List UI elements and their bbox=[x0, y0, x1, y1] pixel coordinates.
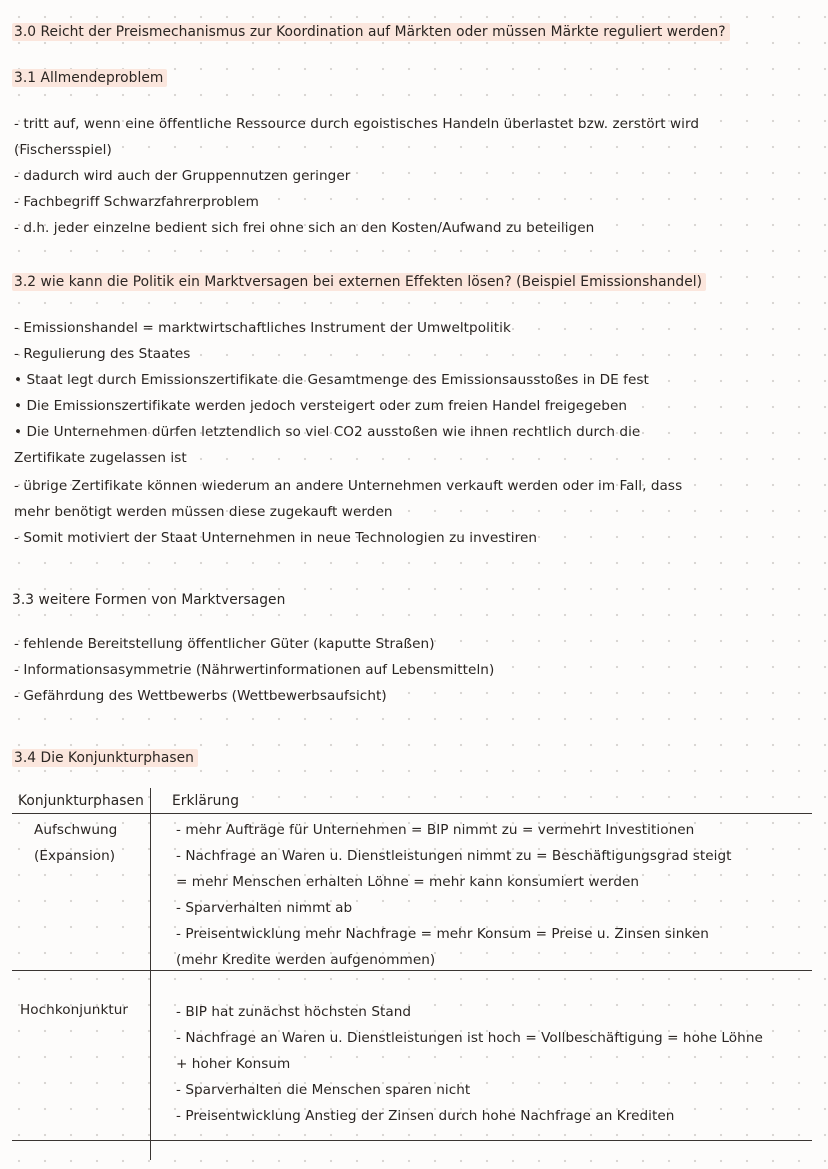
s31-line-5: - d.h. jeder einzelne bedient sich frei ohne sich an den Kosten/Aufwand zu beteiligen bbox=[14, 220, 595, 236]
s32-line-3: • Staat legt durch Emissionszertifikate die Gesamtmenge des Emissionsausstoßes in DE fest bbox=[14, 372, 649, 388]
s32-line-2: - Regulierung des Staates bbox=[14, 346, 191, 362]
aufschwung-line-1: - mehr Aufträge für Unternehmen = BIP nimmt zu = vermehrt Investitionen bbox=[176, 822, 695, 838]
heading-3-0 bbox=[12, 24, 730, 40]
s31-line-2: (Fischersspiel) bbox=[14, 142, 112, 158]
aufschwung-line-3: = mehr Menschen erhalten Löhne = mehr kann konsumiert werden bbox=[176, 874, 640, 890]
s33-line-3: - Gefährdung des Wettbewerbs (Wettbewerbsaufsicht) bbox=[14, 688, 387, 704]
table-header-phase: Konjunkturphasen bbox=[18, 793, 144, 809]
table-bottom-divider bbox=[12, 1140, 812, 1141]
hochkonjunktur-line-5: - Preisentwicklung Anstieg der Zinsen durch hohe Nachfrage an Krediten bbox=[176, 1108, 675, 1124]
heading-3-1 bbox=[12, 70, 167, 86]
heading-3-3-text: 3.3 weitere Formen von Marktversagen bbox=[12, 592, 286, 608]
hochkonjunktur-line-3: + hoher Konsum bbox=[176, 1056, 291, 1072]
phase-aufschwung: Aufschwung bbox=[34, 822, 118, 838]
s32-line-8: mehr benötigt werden müssen diese zugekauft werden bbox=[14, 504, 393, 520]
s31-line-4: - Fachbegriff Schwarzfahrerproblem bbox=[14, 194, 259, 210]
s31-line-1: - tritt auf, wenn eine öffentliche Ressource durch egoistisches Handeln überlastet bzw. zerstört wird bbox=[14, 116, 700, 132]
table-header-divider bbox=[12, 813, 812, 814]
phase-hochkonjunktur: Hochkonjunktur bbox=[20, 1002, 129, 1018]
s32-line-5: • Die Unternehmen dürfen letztendlich so viel CO2 ausstoßen wie ihnen rechtlich durch die bbox=[14, 424, 641, 440]
heading-3-2-text: 3.2 wie kann die Politik ein Marktversagen bei externen Effekten lösen? (Beispiel Emissionshandel) bbox=[12, 273, 706, 291]
heading-3-0-text: 3.0 Reicht der Preismechanismus zur Koordination auf Märkten oder müssen Märkte reguliert werden? bbox=[12, 23, 730, 41]
s33-line-2: - Informationsasymmetrie (Nährwertinformationen auf Lebensmitteln) bbox=[14, 662, 495, 678]
heading-3-2 bbox=[12, 274, 706, 290]
hochkonjunktur-line-1: - BIP hat zunächst höchsten Stand bbox=[176, 1004, 412, 1020]
heading-3-4 bbox=[12, 750, 198, 766]
aufschwung-line-4: - Sparverhalten nimmt ab bbox=[176, 900, 353, 916]
table-row-divider bbox=[12, 970, 812, 971]
s32-line-9: - Somit motiviert der Staat Unternehmen in neue Technologien zu investiren bbox=[14, 530, 538, 546]
s32-line-7: - übrige Zertifikate können wiederum an andere Unternehmen verkauft werden oder im Fall, dass bbox=[14, 478, 683, 494]
table-column-divider bbox=[150, 788, 151, 1160]
aufschwung-line-5: - Preisentwicklung mehr Nachfrage = mehr Konsum = Preise u. Zinsen sinken bbox=[176, 926, 709, 942]
s32-line-1: - Emissionshandel = marktwirtschaftliches Instrument der Umweltpolitik bbox=[14, 320, 511, 336]
s31-line-3: - dadurch wird auch der Gruppennutzen geringer bbox=[14, 168, 351, 184]
table-header-explanation: Erklärung bbox=[172, 793, 240, 809]
aufschwung-line-2: - Nachfrage an Waren u. Dienstleistungen nimmt zu = Beschäftigungsgrad steigt bbox=[176, 848, 732, 864]
s33-line-1: - fehlende Bereitstellung öffentlicher Güter (kaputte Straßen) bbox=[14, 636, 435, 652]
s32-line-6: Zertifikate zugelassen ist bbox=[14, 450, 187, 466]
hochkonjunktur-line-2: - Nachfrage an Waren u. Dienstleistungen ist hoch = Vollbeschäftigung = hohe Löhne bbox=[176, 1030, 763, 1046]
heading-3-3 bbox=[12, 592, 285, 608]
phase-aufschwung-sub: (Expansion) bbox=[34, 848, 116, 864]
s32-line-4: • Die Emissionszertifikate werden jedoch versteigert oder zum freien Handel freigegeben bbox=[14, 398, 628, 414]
aufschwung-line-6: (mehr Kredite werden aufgenommen) bbox=[176, 952, 436, 968]
heading-3-1-text: 3.1 Allmendeproblem bbox=[12, 69, 167, 87]
heading-3-4-text: 3.4 Die Konjunkturphasen bbox=[12, 749, 198, 767]
hochkonjunktur-line-4: - Sparverhalten die Menschen sparen nicht bbox=[176, 1082, 471, 1098]
